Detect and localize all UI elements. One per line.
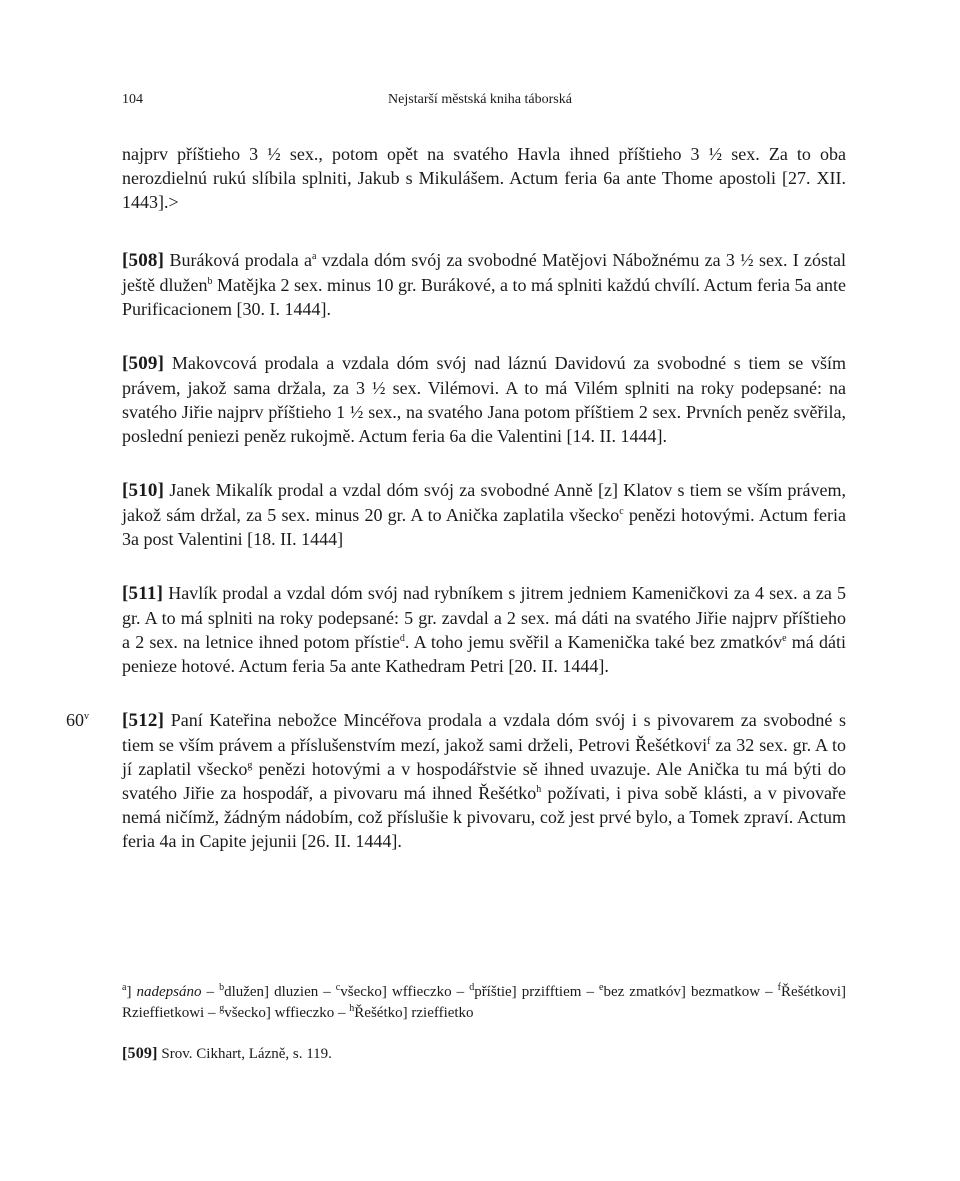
footnote-lemma: ] xyxy=(126,984,137,1000)
entry-508 xyxy=(122,248,846,321)
footnote-mark: f xyxy=(777,982,782,993)
footnote-ref: h xyxy=(536,784,542,795)
entry-text: penězi hotovými. Actum feria 3a post Valentini [18. II. 1444] xyxy=(122,505,847,549)
footnote-text: dlužen] dluzien – xyxy=(224,984,336,1000)
entry-512 xyxy=(66,708,846,853)
footnote-text: všecko] wffieczko – xyxy=(224,1005,350,1021)
footnote-mark: d xyxy=(469,982,475,993)
commentary-text: Srov. Cikhart, Lázně, s. 119. xyxy=(157,1046,332,1062)
commentary-entry-number: [509] xyxy=(122,1045,158,1062)
entry-text: požívati, i piva sobě klásti, a v pivovaře nemá ničímž, žádným nádobím, což příslušie k pivovaru, což jest prvé bylo, a Tomek zpraví. Actum feria 4a in Capite jejunii [26. II. 1444]. xyxy=(122,783,846,851)
entry-510 xyxy=(122,478,846,551)
entry-text: Janek Mikalík prodal a vzdal dóm svój za svobodné Anně [z] Klatov s tiem se vším právem, jakož sám držal, za 5 sex. minus 20 gr. A to Anička zaplatila všecko xyxy=(122,480,846,525)
entry-text: penězi hotovými a v hospodářstvie sě ihned uvazuje. Ale Anička tu má býti do svatého Jiřie za hospodář, a pivovaru má ihned Řešétko xyxy=(122,759,846,803)
footnote-text: všecko] wffieczko – xyxy=(340,984,470,1000)
footnote-ref: a xyxy=(311,251,317,262)
entry-text: za 32 sex. gr. A to jí zaplatil všecko xyxy=(122,735,846,779)
entry-text: Matějka 2 sex. minus 10 gr. Burákové, a to má splniti každú chvílí. Actum feria 5a ante Purificacionem [30. I. 1444]. xyxy=(122,275,846,319)
entry-text: Havlík prodal a vzdal dóm svój nad rybníkem s jitrem jedniem Kameničkovi za 4 sex. a za 5 gr. A to má splniti na roky podepsané: 5 gr. zavdal a 2 sex. má dáti na svatého Jiřie najprv příštieho a 2 sex. na letnice ihned potom přístie xyxy=(122,583,846,652)
commentary-note xyxy=(122,1043,846,1065)
footnote-text: příštie] przifftiem – xyxy=(474,984,599,1000)
entry-number: [512] xyxy=(122,710,165,731)
folio-number: 60 xyxy=(66,710,84,730)
entry-number: [511] xyxy=(122,583,164,604)
footnote-separator: – xyxy=(201,984,220,1000)
entry-text: vzdala dóm svój za svobodné Matějovi Nábožnému za 3 ½ sex. I zóstal ještě dlužen xyxy=(122,250,846,295)
footnote-ref: b xyxy=(207,276,213,287)
entry-number: [510] xyxy=(122,480,165,501)
footnote-text: bez zmatkóv] bezmatkow – xyxy=(603,984,778,1000)
footnote-ref: g xyxy=(247,760,253,771)
entry-number: [509] xyxy=(122,353,165,374)
entry-text: Buráková prodala a xyxy=(164,250,312,270)
entry-507-continuation xyxy=(122,142,846,214)
folio-side: v xyxy=(84,711,89,722)
footnote-ref: c xyxy=(619,506,624,517)
footnote-ref: e xyxy=(782,633,787,644)
entry-text: najprv příštieho 3 ½ sex., potom opět na svatého Havla ihned příštieho 3 ½ sex. Za to oba nerozdielnú rukú slíbila splniti, Jakub s Mikulášem. Actum feria 6a ante Thome apostoli [27. XII. 1443].> xyxy=(122,144,846,212)
footnote-ref: f xyxy=(707,736,711,747)
footnote-mark: b xyxy=(219,982,225,993)
footnote-text: Řešétkovi] Rzieffietkowi – xyxy=(122,984,847,1021)
page-number: 104 xyxy=(122,92,143,107)
entry-text: Makovcová prodala a vzdala dóm svój nad láznú Davidovú za svobodné s tiem se vším právem, jakož sama držala, za 3 ½ sex. Vilémovi. A to má Vilém splniti na roky podepsané: na svatého Jiřie najprv příštieho 1 ½ sex., na svatého Jana potom příštiem 2 sex. Prvních peněz svěřila, poslední peniezi peněz rukojmě. Actum feria 6a die Valentini [14. II. 1444]. xyxy=(122,353,846,446)
footnote-mark: h xyxy=(349,1003,355,1014)
entry-text: . A toho jemu svěřil a Kamenička také bez zmatkóv xyxy=(404,632,783,652)
footnote-mark: c xyxy=(335,982,341,993)
page-header xyxy=(122,92,838,112)
footnote-mark: e xyxy=(598,982,604,993)
entry-511 xyxy=(122,581,846,678)
footnote-mark: a xyxy=(122,982,127,993)
critical-apparatus xyxy=(122,982,846,1024)
entry-number: [508] xyxy=(122,250,165,271)
footnote-text: Řešétko] rzieffietko xyxy=(354,1005,474,1021)
running-title: Nejstarší městská kniha táborská xyxy=(388,92,572,107)
footnote-mark: g xyxy=(219,1003,225,1014)
entry-text: Paní Kateřina nebožce Mincéřova prodala a vzdala dóm svój i s pivovarem za svobodné s tiem se vším právem a příslušenstvím mezí, jakož sami drželi, Petrovi Řešétkovi xyxy=(122,710,846,755)
entry-text: má dáti penieze hotové. Actum feria 5a ante Kathedram Petri [20. II. 1444]. xyxy=(122,632,846,676)
footnote-ref: d xyxy=(399,633,405,644)
folio-margin-note xyxy=(66,708,89,732)
footnote-note: nadepsáno xyxy=(136,984,202,1000)
main-text xyxy=(66,142,847,883)
entry-509 xyxy=(122,351,846,448)
